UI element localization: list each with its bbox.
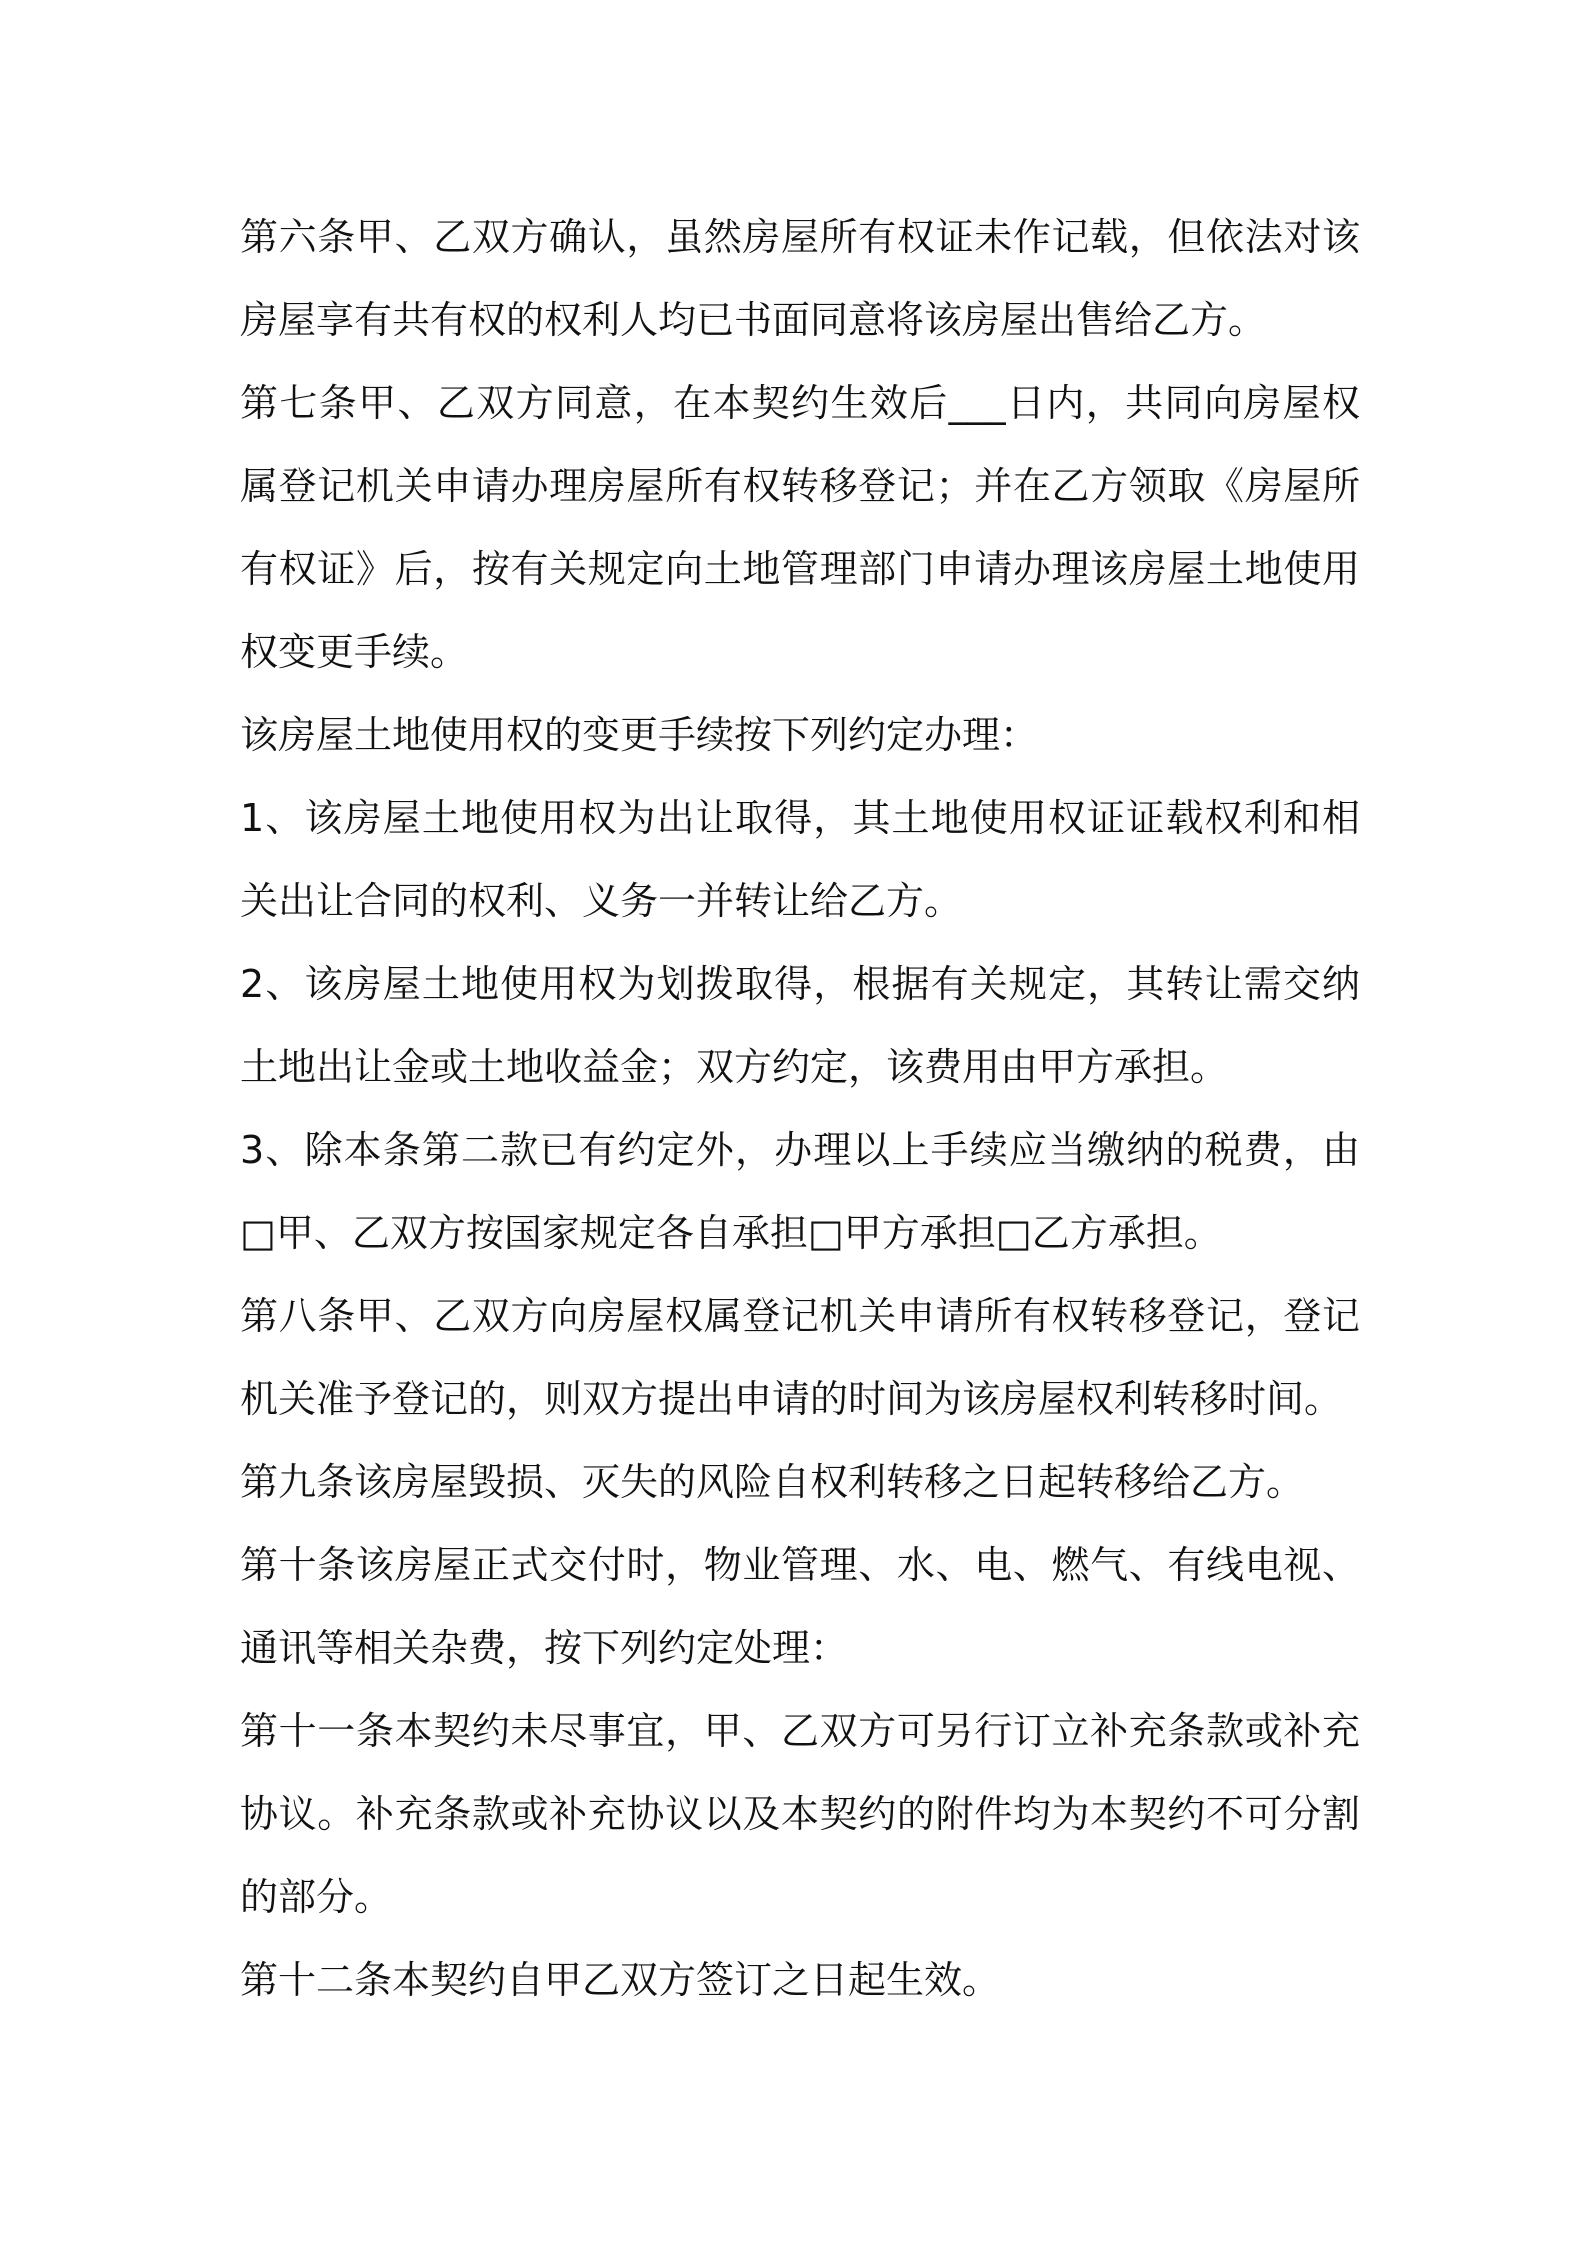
article-8-paragraph: 第八条甲、乙双方向房屋权属登记机关申请所有权转移登记，登记机关准予登记的，则双方提出申请的时间为该房屋权利转移时间。 [240, 1294, 1360, 1421]
clause-3-paragraph: 3、除本条第二款已有约定外，办理以上手续应当缴纳的税费，由□甲、乙双方按国家规定各自承担□甲方承担□乙方承担。 [240, 1128, 1360, 1255]
document-body [240, 196, 1360, 2022]
article-11-paragraph: 第十一条本契约未尽事宜，甲、乙双方可另行订立补充条款或补充协议。补充条款或补充协议以及本契约的附件均为本契约不可分割的部分。 [240, 1709, 1360, 1919]
article-12-paragraph: 第十二条本契约自甲乙双方签订之日起生效。 [240, 1958, 1001, 2002]
land-use-intro-paragraph: 该房屋土地使用权的变更手续按下列约定办理： [240, 713, 1039, 757]
article-10-paragraph: 第十条该房屋正式交付时，物业管理、水、电、燃气、有线电视、通讯等相关杂费，按下列约定处理： [240, 1543, 1360, 1670]
article-9-paragraph: 第九条该房屋毁损、灭失的风险自权利转移之日起转移给乙方。 [240, 1460, 1305, 1504]
article-7-paragraph: 第七条甲、乙双方同意，在本契约生效后___日内，共同向房屋权属登记机关申请办理房屋所有权转移登记；并在乙方领取《房屋所有权证》后，按有关规定向土地管理部门申请办理该房屋土地使用权变更手续。 [240, 381, 1360, 674]
clause-2-paragraph: 2、该房屋土地使用权为划拨取得，根据有关规定，其转让需交纳土地出让金或土地收益金；双方约定，该费用由甲方承担。 [240, 962, 1360, 1089]
clause-1-paragraph: 1、该房屋土地使用权为出让取得，其土地使用权证证载权利和相关出让合同的权利、义务一并转让给乙方。 [240, 796, 1360, 923]
article-6-paragraph: 第六条甲、乙双方确认，虽然房屋所有权证未作记载，但依法对该房屋享有共有权的权利人均已书面同意将该房屋出售给乙方。 [240, 215, 1360, 342]
